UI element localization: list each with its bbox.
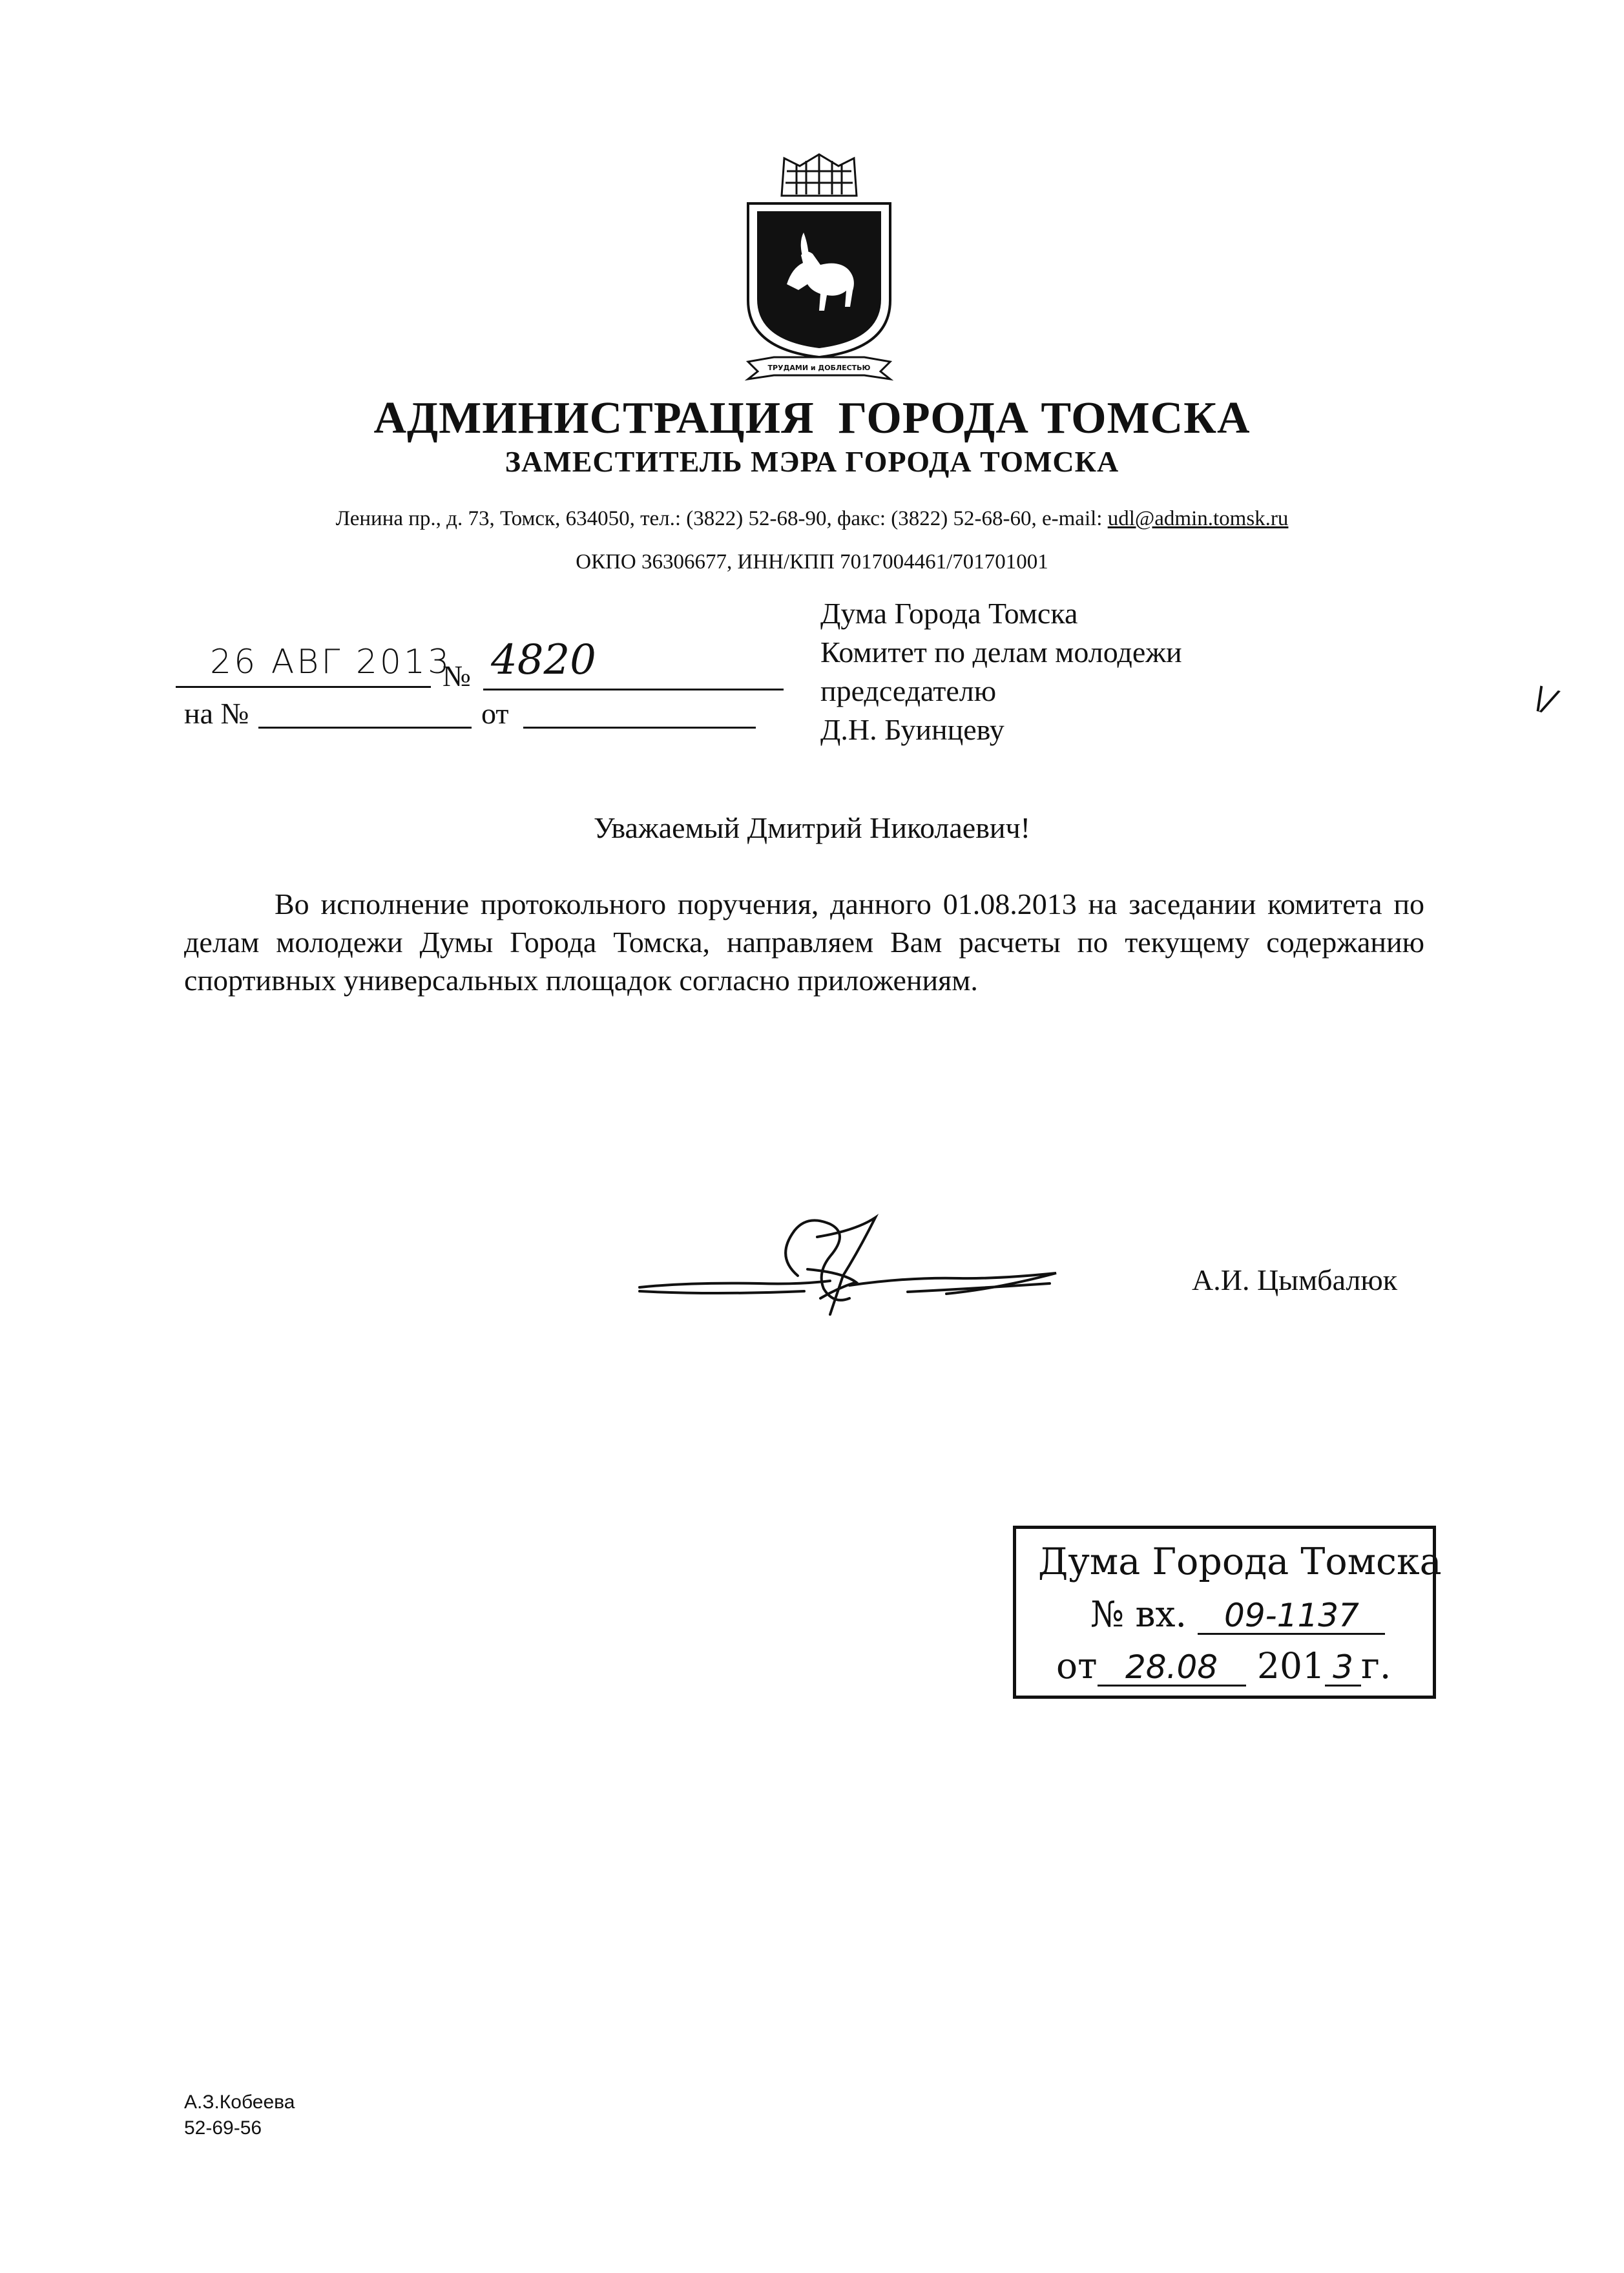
salutation: Уважаемый Дмитрий Николаевич! bbox=[594, 811, 1030, 844]
org-subtitle: ЗАМЕСТИТЕЛЬ МЭРА ГОРОДА ТОМСКА bbox=[505, 445, 1119, 478]
addressee-name: Д.Н. Буинцеву bbox=[820, 713, 1005, 746]
stamp-date-prefix: от bbox=[1056, 1645, 1098, 1687]
incoming-registration-stamp bbox=[1013, 1526, 1442, 1699]
addressee-committee: Комитет по делам молодежи bbox=[820, 636, 1182, 669]
number-underline bbox=[483, 689, 784, 690]
stamp-date-value: 28.08 bbox=[1098, 1651, 1246, 1687]
city-coat-of-arms-emblem bbox=[742, 152, 897, 381]
addressee-block bbox=[820, 594, 1182, 749]
executor-phone: 52-69-56 bbox=[184, 2117, 262, 2139]
stamp-year-prefix: 201 bbox=[1257, 1645, 1326, 1687]
stamp-number-row bbox=[1090, 1593, 1385, 1635]
address-line bbox=[0, 507, 1624, 531]
stamp-title: Дума Города Томска bbox=[1038, 1541, 1442, 1583]
email-link[interactable]: udl@admin.tomsk.ru bbox=[1107, 507, 1289, 530]
stamp-year-value: 3 bbox=[1325, 1651, 1361, 1687]
stamp-year-suffix: г. bbox=[1361, 1645, 1391, 1687]
ribbon-motto: ТРУДАМИ и ДОБЛЕСТЬЮ bbox=[767, 364, 871, 372]
letter-body: Во исполнение протокольного поручения, данного 01.08.2013 на заседании комитета по делам молодежи Думы Города Томска, направляем Вам расчеты по текущему содержанию спортивных универсальных площадок согласно приложениям. bbox=[184, 887, 1424, 997]
outgoing-number: 4820 bbox=[491, 636, 596, 684]
number-sign: № bbox=[442, 659, 471, 692]
crown-icon bbox=[782, 154, 857, 196]
stamp-date-row bbox=[1056, 1645, 1391, 1687]
address-text: Ленина пр., д. 73, Томск, 634050, тел.: (3822) 52-68-90, факс: (3822) 52-68-60, e-mail: bbox=[335, 507, 1108, 530]
addressee-position: председателю bbox=[820, 674, 997, 707]
executor-name: А.З.Кобеева bbox=[184, 2091, 295, 2113]
stamp-number-label: № вх. bbox=[1090, 1593, 1187, 1635]
outgoing-date: 26 АВГ 2013 bbox=[210, 643, 452, 681]
reference-number-blank bbox=[258, 727, 472, 729]
ribbon-icon bbox=[748, 357, 890, 379]
margin-check-mark: \/ bbox=[1530, 679, 1560, 720]
stamp-incoming-number: 09-1137 bbox=[1198, 1599, 1385, 1635]
date-underline bbox=[176, 686, 431, 688]
registration-codes: ОКПО 36306677, ИНН/КПП 7017004461/701701001 bbox=[576, 550, 1048, 574]
reference-date-blank bbox=[523, 727, 756, 729]
addressee-org: Дума Города Томска bbox=[820, 597, 1078, 630]
reference-date-label: от bbox=[481, 697, 509, 730]
reference-number-label: на № bbox=[184, 697, 249, 730]
signer-name: А.И. Цымбалюк bbox=[1192, 1263, 1398, 1296]
handwritten-signature bbox=[636, 1211, 1063, 1321]
org-title: АДМИНИСТРАЦИЯ ГОРОДА ТОМСКА bbox=[373, 393, 1251, 443]
